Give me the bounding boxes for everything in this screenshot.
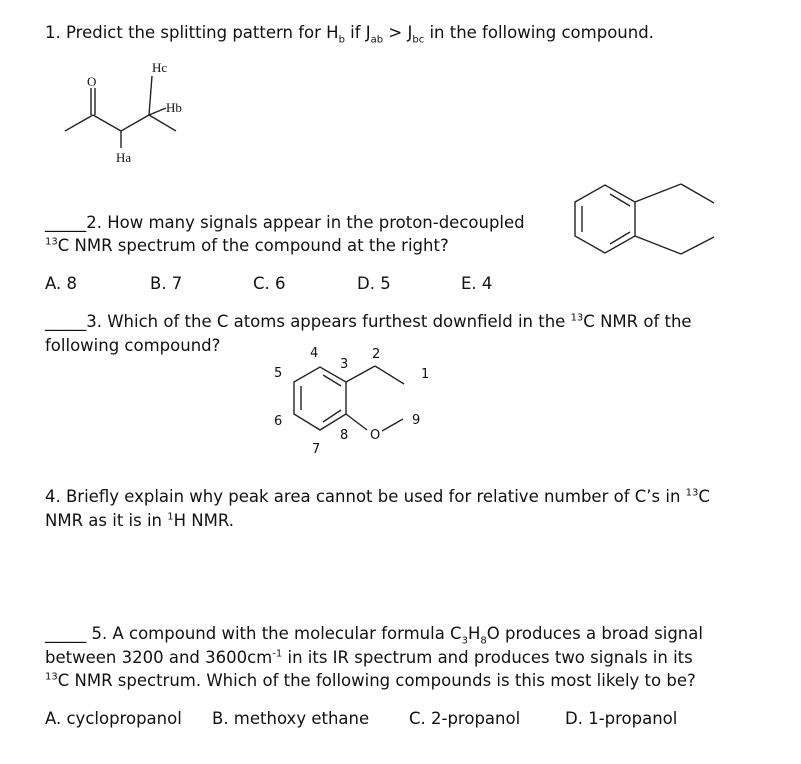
- q3-carbon-4-label: 4: [310, 346, 319, 361]
- q2-choice-e: E. 4: [461, 274, 493, 293]
- question-4-line-2: NMR as it is in $^1$H NMR.: [45, 511, 234, 530]
- q1-oxygen-label: O: [87, 74, 97, 89]
- q3-carbon-6-label: 6: [274, 414, 283, 429]
- q3-carbon-1-label: 1: [421, 367, 430, 382]
- question-5-line-1: _____ 5. A compound with the molecular formula $C_3H_8O$ produces a broad signal: [45, 624, 703, 647]
- question-3-line-2: following compound?: [45, 336, 221, 355]
- question-2-line-2: $^{13}$C NMR spectrum of the compound at the right?: [45, 236, 449, 255]
- q5-choice-c: C. 2-propanol: [409, 709, 521, 728]
- question-5-line-3: $^{13}$C NMR spectrum. Which of the following compounds is this most likely to be?: [45, 671, 696, 690]
- q5-choice-d: D. 1-propanol: [565, 709, 678, 728]
- question-1-text: 1. Predict the splitting pattern for $H_b$ if $J_{ab} > J_{bc}$ in the following compound.: [45, 23, 654, 46]
- question-5-line-2: between 3200 and $3600cm^{-1}$ in its IR spectrum and produces two signals in its: [45, 648, 693, 667]
- answer-blank-3: _____: [45, 312, 87, 331]
- q3-carbon-7-label: 7: [312, 442, 321, 457]
- q3-carbon-5-label: 5: [274, 366, 283, 381]
- answer-blank-2: _____: [45, 213, 87, 232]
- question-4-line-1: 4. Briefly explain why peak area cannot be used for relative number of C’s in $^{13}$C: [45, 487, 710, 506]
- q3-oxygen-label: O: [370, 428, 381, 443]
- q3-carbon-9-label: 9: [412, 413, 421, 428]
- question-1-number: 1.: [45, 23, 61, 42]
- q5-choice-b: B. methoxy ethane: [212, 709, 370, 728]
- q1-hb-label: Hb: [166, 100, 182, 115]
- q2-choice-c: C. 6: [253, 274, 286, 293]
- q1-hc-label: Hc: [152, 60, 168, 75]
- question-3-line-1: _____3. Which of the C atoms appears furthest downfield in the $^{13}$C NMR of the: [45, 312, 692, 331]
- q2-choice-a: A. 8: [45, 274, 77, 293]
- q3-carbon-2-label: 2: [372, 347, 381, 362]
- q3-carbon-3-label: 3: [340, 357, 349, 372]
- q1-ha-label: Ha: [116, 150, 132, 165]
- q5-choice-a: A. cyclopropanol: [45, 709, 182, 728]
- q3-carbon-8-label: 8: [340, 428, 349, 443]
- question-2-line-1: _____2. How many signals appear in the proton-decoupled: [45, 213, 525, 232]
- q2-choice-d: D. 5: [357, 274, 391, 293]
- answer-blank-5: _____: [45, 624, 87, 643]
- q2-choice-b: B. 7: [150, 274, 183, 293]
